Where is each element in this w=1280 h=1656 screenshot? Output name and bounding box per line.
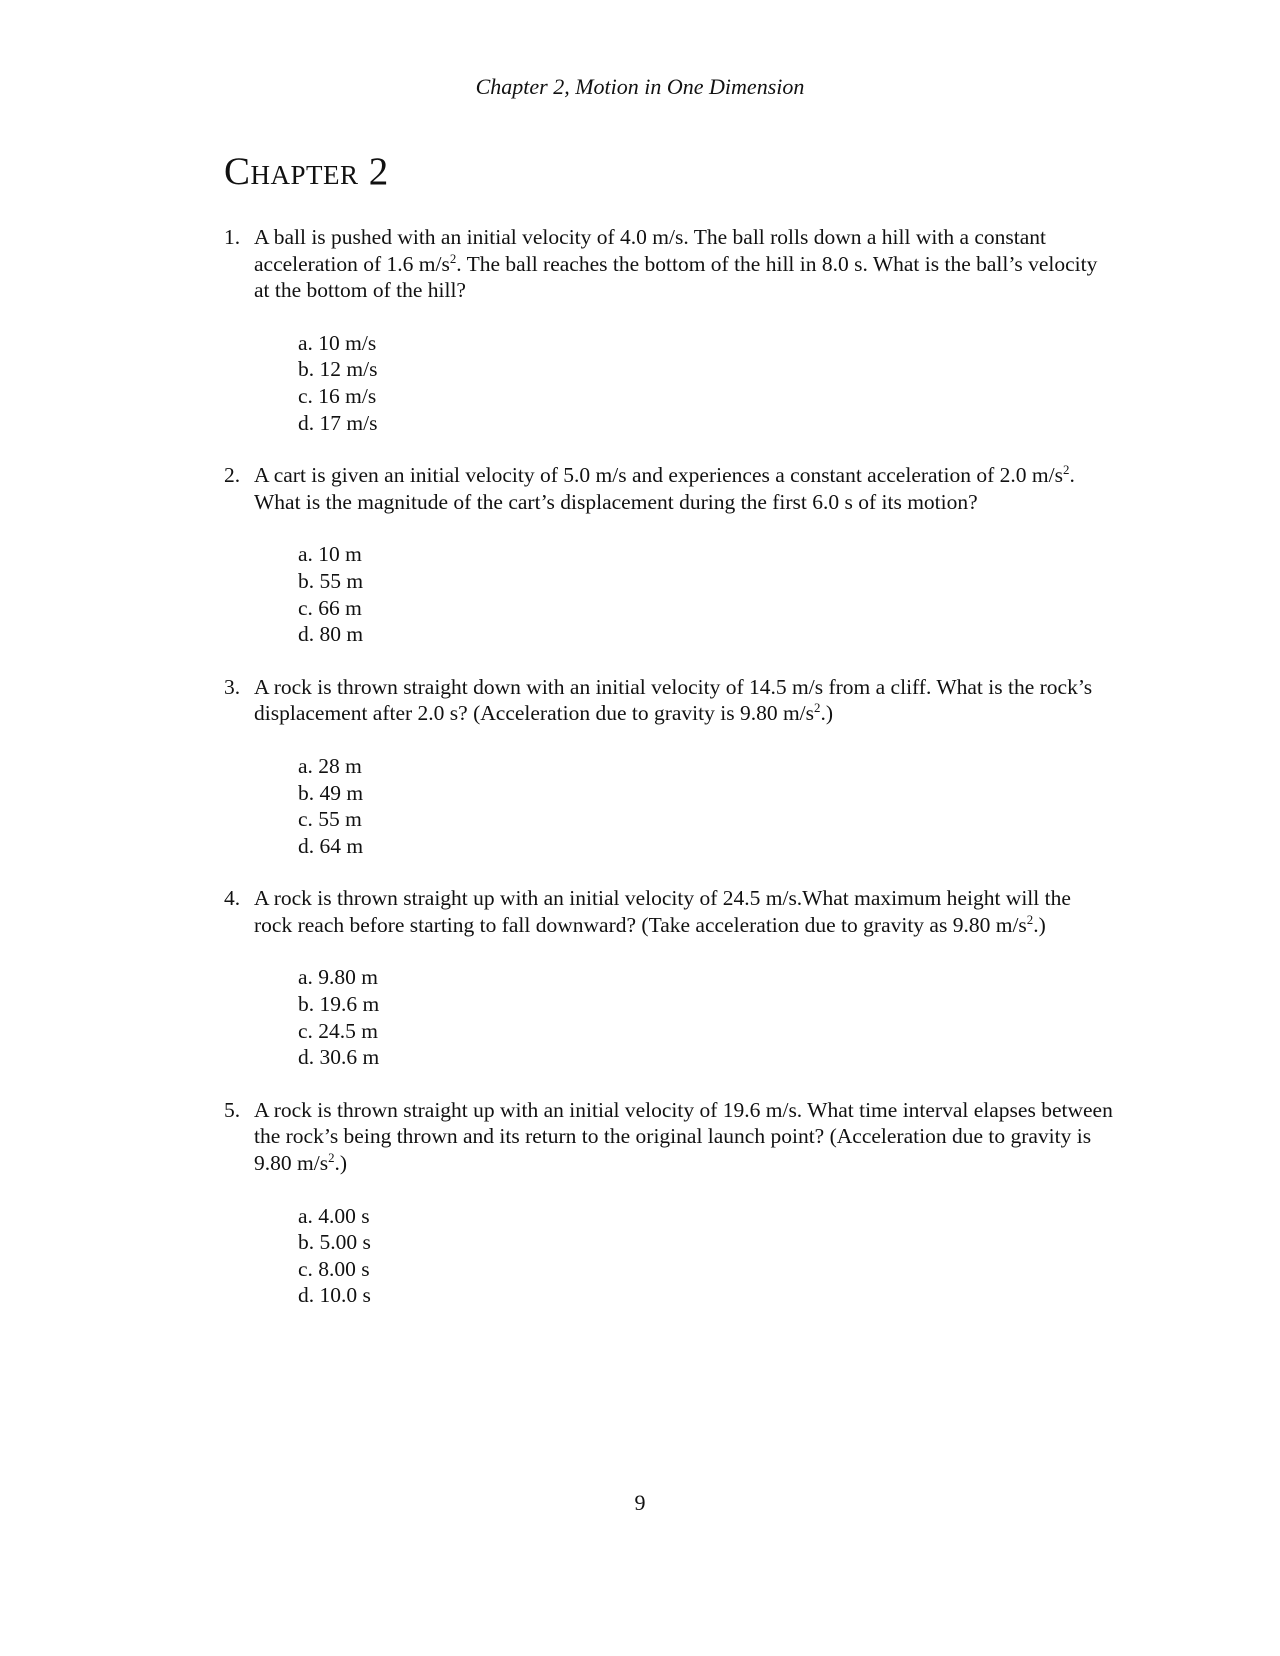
question-number: 3.: [224, 674, 241, 699]
answer-option: b. 55 m: [298, 568, 364, 593]
answer-option: c. 66 m: [298, 595, 362, 620]
chapter-title: Chapter 2: [224, 150, 389, 193]
answer-option: c. 8.00 s: [298, 1256, 370, 1281]
answer-option: c. 24.5 m: [298, 1018, 379, 1043]
question-list: [224, 224, 1114, 1335]
question-number: 1.: [224, 225, 241, 249]
answer-option: a. 4.00 s: [298, 1203, 370, 1228]
answer-options: [298, 753, 1114, 859]
question-text: A rock is thrown straight down with an initial velocity of 14.5 m/s from a cliff. What is the rock’s displacement after 2.0 s? (Acceleration due to gravity is 9.80 $m/s^2$.): [254, 674, 1093, 726]
superscript: 2: [328, 1150, 335, 1165]
question-text: A rock is thrown straight up with an initial velocity of 19.6 m/s. What time interval elapses between the rock’s being thrown and its return to the original launch point? (Acceleration due to gravity is 9.80 $m/s^2$.): [254, 1097, 1113, 1176]
answer-option: c. 16 m/s: [298, 383, 377, 408]
superscript: 2: [1026, 912, 1034, 927]
answer-options: [298, 330, 1114, 436]
answer-option: c. 55 m: [298, 807, 362, 832]
answer-option: b. 12 m/s: [298, 357, 378, 382]
question-text: A rock is thrown straight up with an initial velocity of 24.5 m/s.What maximum height will the rock reach before starting to fall downward? (Take acceleration due to gravity as 9.80 $m/s^2$.): [254, 886, 1071, 937]
answer-options: [298, 964, 1114, 1070]
answer-option: a. 9.80 m: [298, 965, 379, 990]
superscript: 2: [449, 251, 457, 266]
question-4: [224, 885, 1114, 1071]
question-2: [224, 462, 1114, 648]
superscript: 2: [814, 701, 821, 716]
question-number: 2.: [224, 463, 241, 488]
question-text: A ball is pushed with an initial velocity of 4.0 m/s. The ball rolls down a hill with a constant acceleration of 1.6 $m/s^2$. The ball reaches the bottom of the hill in 8.0 s. What is the ball’s velocity at the bottom of the hill?: [254, 225, 1098, 303]
page-number: 9: [634, 1490, 646, 1515]
question-number: 4.: [224, 886, 241, 911]
answer-option: d. 17 m/s: [298, 410, 378, 435]
question-text: A cart is given an initial velocity of 5.0 m/s and experiences a constant acceleration of 2.0 $m/s^2$. What is the magnitude of the cart’s displacement during the first 6.0 s of its motion?: [254, 463, 1075, 514]
answer-option: b. 5.00 s: [298, 1230, 371, 1255]
superscript: 2: [1062, 463, 1070, 477]
answer-option: a. 10 m/s: [298, 330, 377, 355]
answer-option: b. 19.6 m: [298, 992, 380, 1017]
answer-option: a. 28 m: [298, 753, 362, 778]
answer-option: a. 10 m: [298, 542, 362, 567]
question-1: [224, 224, 1114, 436]
question-5: [224, 1097, 1114, 1309]
question-number: 5.: [224, 1097, 241, 1122]
question-3: [224, 674, 1114, 860]
answer-option: d. 10.0 s: [298, 1283, 371, 1308]
answer-option: d. 30.6 m: [298, 1045, 380, 1070]
answer-option: d. 80 m: [298, 622, 364, 647]
answer-options: [298, 541, 1114, 647]
answer-options: [298, 1203, 1114, 1309]
answer-option: b. 49 m: [298, 780, 364, 805]
answer-option: d. 64 m: [298, 833, 364, 858]
running-header: Chapter 2, Motion in One Dimension: [475, 74, 805, 99]
